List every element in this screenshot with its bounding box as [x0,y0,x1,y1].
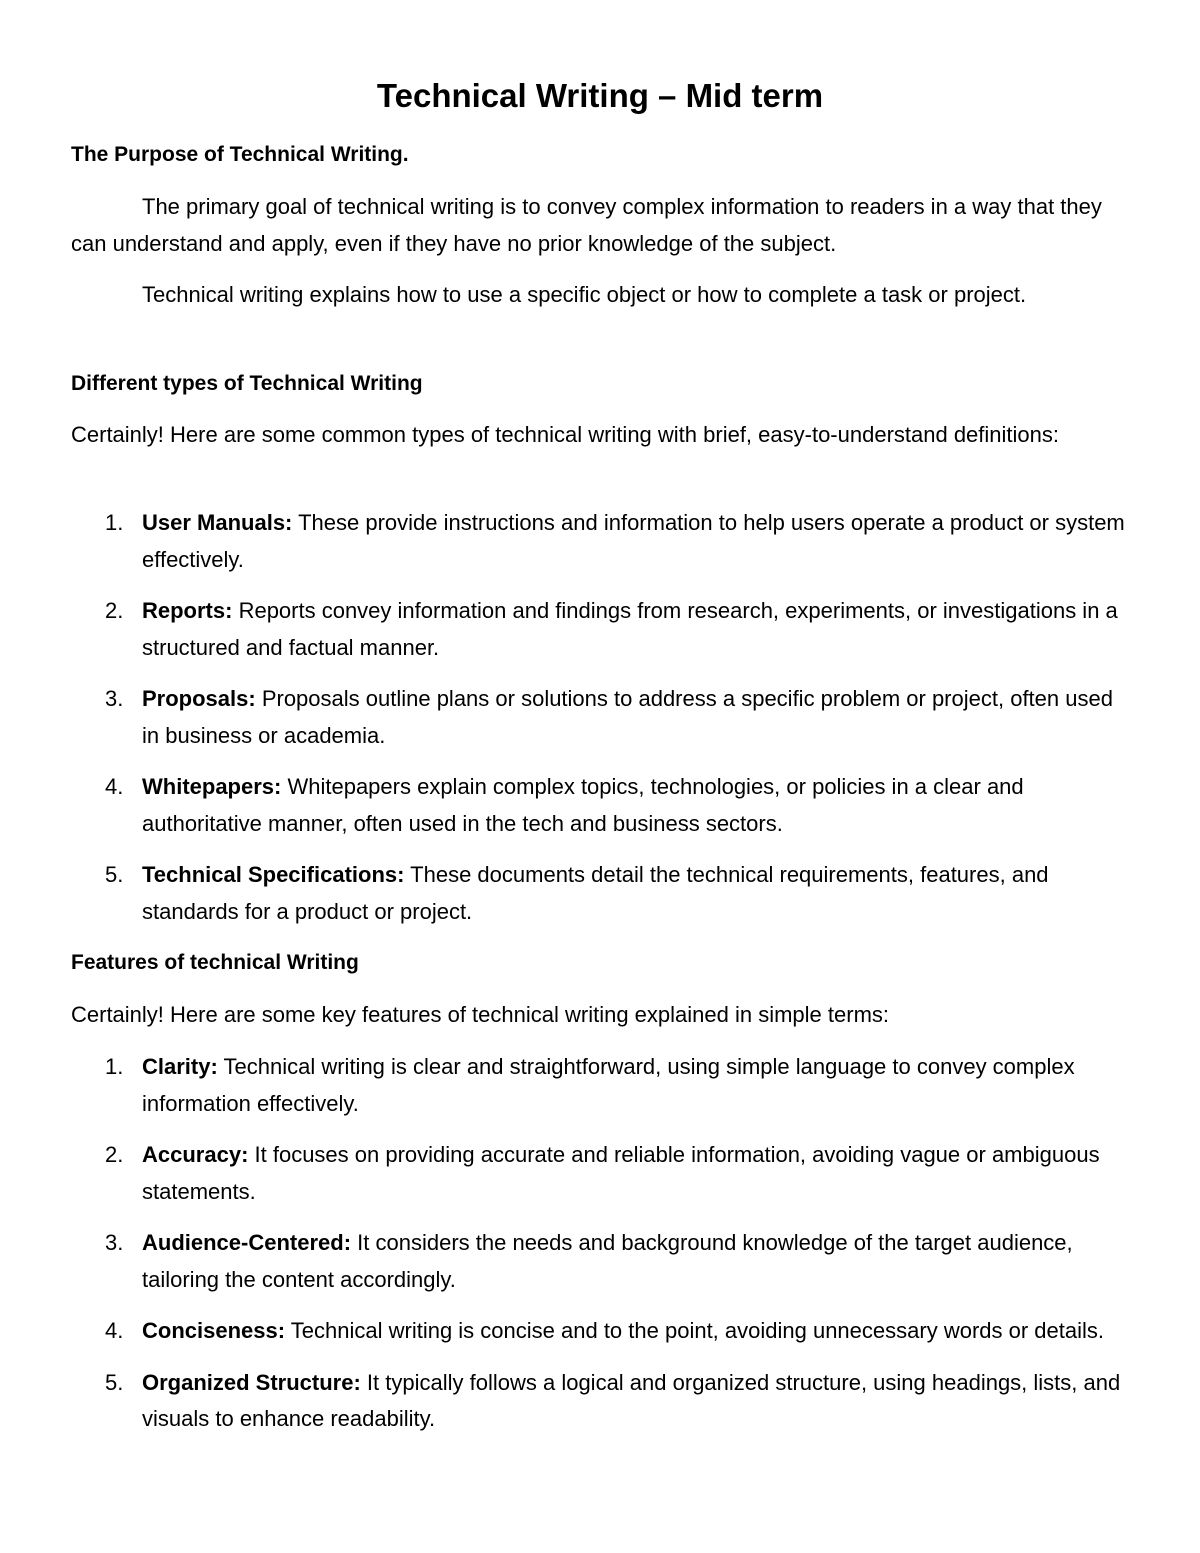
section-heading-features: Features of technical Writing [71,951,359,974]
list-item-term: User Manuals: [142,510,293,535]
list-item-text: These documents detail the technical requirements, features, and standards for a product or project. [142,862,1049,924]
types-list [71,505,1131,945]
list-item-text: Technical writing is concise and to the point, avoiding unnecessary words or details. [285,1318,1104,1343]
list-item-number: 1. [105,1054,124,1079]
list-item-text: Whitepapers explain complex topics, technologies, or policies in a clear and authoritative manner, often used in the tech and business sectors. [142,774,1024,836]
list-item [71,1225,1131,1298]
list-item-number: 5. [105,862,124,887]
list-item-number: 4. [105,1318,124,1343]
list-item-text: It typically follows a logical and organized structure, using headings, lists, and visuals to enhance readability. [142,1369,1121,1431]
list-item-text: It considers the needs and background knowledge of the target audience, tailoring the content accordingly. [142,1230,1073,1292]
features-list [71,1049,1131,1453]
list-item-number: 2. [105,598,124,623]
list-item-text: It focuses on providing accurate and reliable information, avoiding vague or ambiguous statements. [142,1142,1100,1204]
list-item-text: Proposals outline plans or solutions to address a specific problem or project, often used in business or academia. [142,686,1113,748]
list-item-number: 4. [105,774,124,799]
section-heading-purpose: The Purpose of Technical Writing. [71,143,409,166]
list-item [71,505,1131,578]
types-intro: Certainly! Here are some common types of technical writing with brief, easy-to-understand definitions: [71,422,1060,447]
list-item-number: 1. [105,510,124,535]
list-item-term: Clarity: [142,1054,218,1079]
list-item-number: 5. [105,1369,124,1395]
list-item [71,857,1131,930]
list-item-term: Proposals: [142,686,256,711]
list-item-term: Conciseness: [142,1318,286,1343]
list-item [71,1049,1131,1122]
features-intro: Certainly! Here are some key features of technical writing explained in simple terms: [71,1002,890,1027]
list-item-text: Technical writing is clear and straightforward, using simple language to convey complex information effectively. [142,1054,1075,1116]
purpose-paragraph-1: The primary goal of technical writing is to convey complex information to readers in a way that they can understand and apply, even if they have no prior knowledge of the subject. [71,194,1102,256]
list-item-term: Accuracy: [142,1142,249,1167]
list-item-term: Whitepapers: [142,774,282,799]
list-item-number: 2. [105,1142,124,1167]
section-heading-types: Different types of Technical Writing [71,372,423,395]
list-item-term: Audience-Centered: [142,1230,352,1255]
list-item-term: Organized Structure: [142,1369,361,1395]
list-item [71,1137,1131,1210]
list-item-term: Reports: [142,598,233,623]
list-item [71,593,1131,666]
list-item-number: 3. [105,686,124,711]
list-item [71,681,1131,754]
document-title: Technical Writing – Mid term [376,77,824,114]
list-item-text: These provide instructions and information to help users operate a product or system effectively. [142,510,1125,572]
list-item [71,1365,1131,1438]
list-item [71,1313,1131,1350]
list-item-term: Technical Specifications: [142,862,405,887]
purpose-paragraph-2: Technical writing explains how to use a specific object or how to complete a task or project. [142,282,1027,307]
list-item [71,769,1131,842]
list-item-text: Reports convey information and findings from research, experiments, or investigations in a structured and factual manner. [142,598,1118,660]
list-item-number: 3. [105,1230,124,1255]
